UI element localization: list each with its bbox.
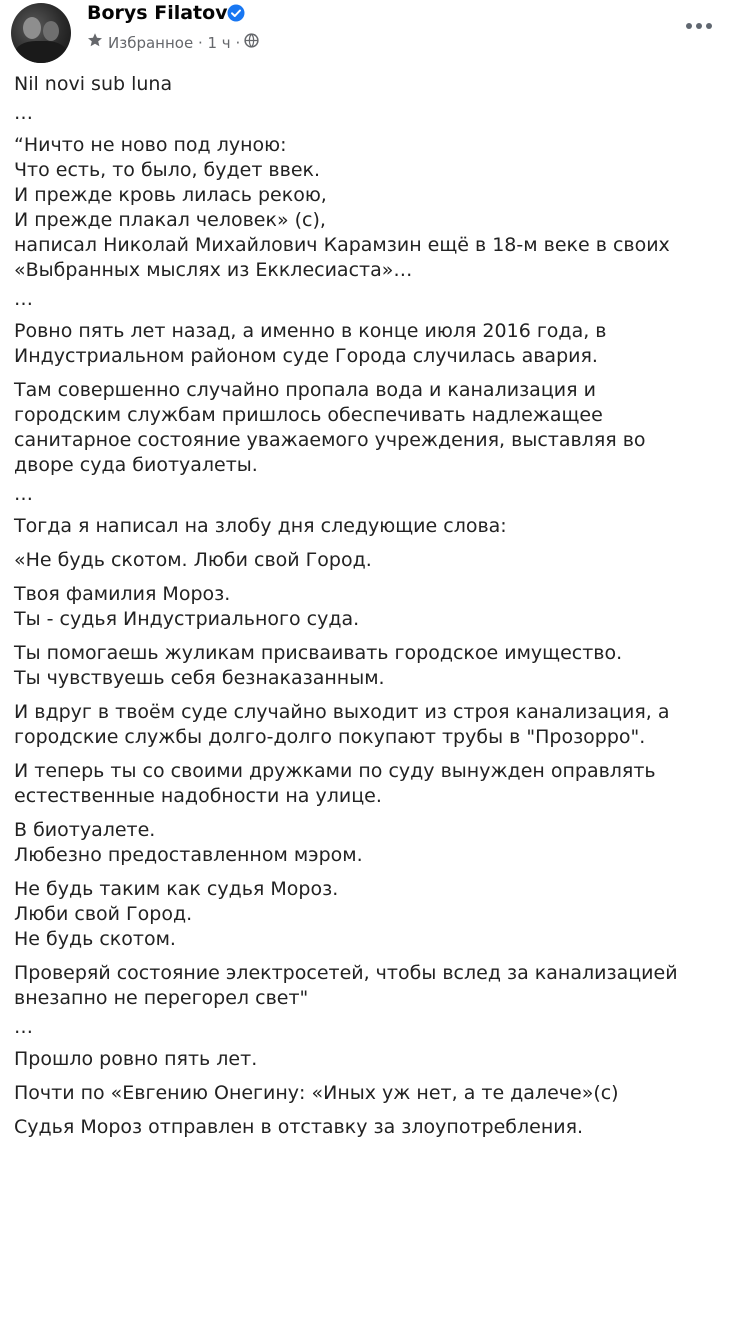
post-paragraph: Ровно пять лет назад, а именно в конце июля 2016 года, в Индустриальном районом суде Города случилась авария. — [14, 320, 607, 367]
meta-separator: · — [193, 33, 208, 52]
post-paragraph: Проверяй состояние электросетей, чтобы вслед за канализацией внезапно не перегорел свет" — [14, 962, 678, 1009]
post-separator: … — [14, 102, 33, 124]
post-paragraph: «Не будь скотом. Люби свой Город. — [14, 549, 372, 571]
post-meta — [87, 31, 259, 53]
post-body — [14, 72, 739, 1149]
post-paragraph: Твоя фамилия Мороз. Ты - судья Индустриального суда. — [14, 583, 360, 630]
post-header — [0, 0, 749, 64]
avatar-photo-shoulders — [15, 41, 67, 63]
globe-icon[interactable] — [240, 32, 259, 54]
post-timestamp[interactable]: 1 ч — [207, 33, 231, 52]
post-paragraph: Там совершенно случайно пропала вода и канализация и городским службам пришлось обеспечивать надлежащее санитарное состояние уважаемого учреждения, выставляя во дворе суда биотуалеты. — [14, 379, 646, 476]
author-name-link[interactable]: Borys Filatov — [87, 2, 228, 24]
avatar-photo-face-left — [23, 17, 41, 39]
star-icon — [87, 32, 108, 54]
post-paragraph: Nil novi sub luna — [14, 73, 173, 95]
verified-badge-icon — [227, 4, 245, 22]
post-paragraph: Ты помогаешь жуликам присваивать городское имущество. Ты чувствуешь себя безнаказанным. — [14, 642, 623, 689]
post-separator: … — [14, 483, 33, 505]
post-paragraph: “Ничто не ново под луною: Что есть, то было, будет ввек. И прежде кровь лилась рекою, И прежде плакал человек» (с), написал Николай Михайлович Карамзин ещё в 18-м веке в своих «Выбранных мыслях из Екклесиаста»… — [14, 134, 670, 281]
post-separator: … — [14, 1016, 33, 1038]
post-paragraph: Прошло ровно пять лет. — [14, 1048, 258, 1070]
post-paragraph: Почти по «Евгению Онегину: «Иных уж нет, а те далече»(с) — [14, 1082, 619, 1104]
post-paragraph: И вдруг в твоём суде случайно выходит из строя канализация, а городские службы долго-долго покупают трубы в "Прозорро". — [14, 701, 670, 748]
post-separator: … — [14, 288, 33, 310]
author-avatar[interactable] — [11, 3, 71, 63]
post-paragraph: Тогда я написал на злобу дня следующие слова: — [14, 515, 507, 537]
audience-label[interactable]: Избранное — [108, 33, 194, 52]
more-options-icon[interactable] — [682, 14, 716, 38]
post-paragraph: В биотуалете. Любезно предоставленном мэром. — [14, 819, 363, 866]
post-paragraph: И теперь ты со своими дружками по суду вынужден оправлять естественные надобности на улице. — [14, 760, 656, 807]
post-paragraph: Не будь таким как судья Мороз. Люби свой Город. Не будь скотом. — [14, 878, 339, 950]
meta-separator: · — [230, 33, 241, 52]
avatar-photo-face-right — [43, 21, 59, 41]
post-paragraph: Судья Мороз отправлен в отставку за злоупотребления. — [14, 1116, 584, 1138]
